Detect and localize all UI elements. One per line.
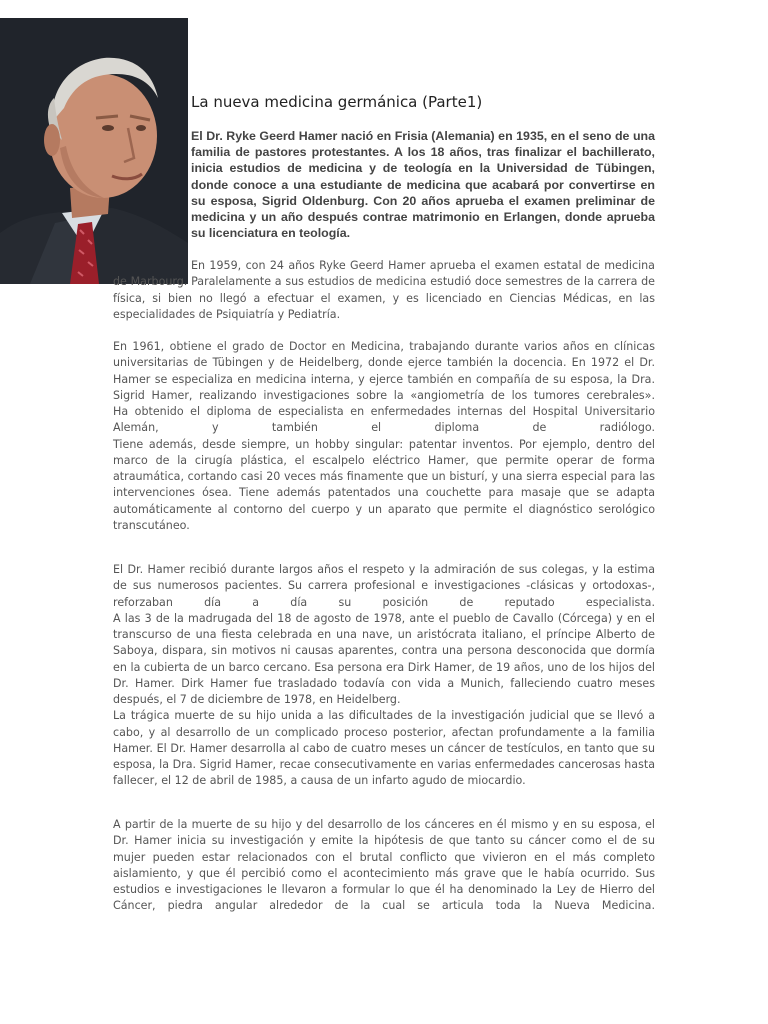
paragraph-1-text: En 1959, con 24 años Ryke Geerd Hamer aprueba el examen estatal de medicina de Marbourg. Paralelamente a sus estudios de medicina estudió doce semestres de la carrera de física, si bien no llegó a efectuar el examen, y es licenciado en Ciencias Médicas, en las especialidades de Psiquiatría y Pediatría. bbox=[113, 259, 655, 321]
portrait-photo bbox=[0, 18, 188, 284]
paragraph-3 bbox=[113, 562, 655, 790]
paragraph-2-part-b: Ha obtenido el diploma de especialista en enfermedades internas del Hospital Universitario Alemán, y también el diploma de radiólogo. bbox=[113, 405, 655, 435]
paragraph-2-part-a: En 1961, obtiene el grado de Doctor en Medicina, trabajando durante varios años en clínicas universitarias de Tübingen y de Heidelberg, donde ejerce también la docencia. En 1972 el Dr. Hamer se especializa en medicina interna, y ejerce también en compañía de su esposa, la Dra. Sigrid Hamer, realizando investigaciones sobre la «angiometría de los tumores cerebrales». bbox=[113, 340, 655, 402]
paragraph-1 bbox=[113, 258, 655, 323]
paragraph-2-part-c: Tiene además, desde siempre, un hobby singular: patentar inventos. Por ejemplo, dentro del marco de la cirugía plástica, el escalpelo eléctrico Hamer, que permite operar de forma atraumática, cortando casi 20 veces más finamente que un bisturí, y una sierra especial para las intervenciones ósea. Tiene además patentados una couchette para masaje que se adapta automáticamente al contorno del cuerpo y un aparato que permite el diagnóstico serológico transcutáneo. bbox=[113, 437, 655, 532]
portrait-illustration bbox=[0, 18, 188, 284]
paragraph-3-part-b: A las 3 de la madrugada del 18 de agosto de 1978, ante el pueblo de Cavallo (Córcega) y en el transcurso de una fiesta celebrada en una nave, un aristócrata italiano, el príncipe Alberto de Saboya, dispara, sin motivos ni causas aparentes, contra una persona desconocida que dormía en la cubierta de un barco cercano. Esa persona era Dirk Hamer, de 19 años, uno de los hijos del Dr. Hamer. Dirk Hamer fue trasladado todavía con vida a Munich, falleciendo cuatro meses después, el 7 de diciembre de 1978, en Heidelberg. bbox=[113, 611, 655, 706]
document-title: La nueva medicina germánica (Parte1) bbox=[191, 93, 483, 111]
paragraph-3-part-a: El Dr. Hamer recibió durante largos años el respeto y la admiración de sus colegas, y la estima de sus numerosos pacientes. Su carrera profesional e investigaciones -clásicas y ortodoxas-, reforzaban día a día su posición de reputado especialista. bbox=[113, 563, 655, 609]
paragraph-3-part-c: La trágica muerte de su hijo unida a las dificultades de la investigación judicial que se llevó a cabo, y al desarrollo de un complicado proceso posterior, afectan profundamente a la familia Hamer. El Dr. Hamer desarrolla al cabo de cuatro meses un cáncer de testículos, en tanto que su esposa, la Dra. Sigrid Hamer, recae consecutivamente en varias enfermedades cancerosas hasta fallecer, el 12 de abril de 1985, a causa de un infarto agudo de miocardio. bbox=[113, 709, 655, 788]
intro-paragraph: El Dr. Ryke Geerd Hamer nació en Frisia (Alemania) en 1935, en el seno de una familia de pastores protestantes. A los 18 años, tras finalizar el bachillerato, inicia estudios de medicina y de teología en la Universidad de Tübingen, donde conoce a una estudiante de medicina que acabará por convertirse en su esposa, Sigrid Oldenburg. Con 20 años aprueba el examen preliminar de medicina y un año después contrae matrimonio en Erlangen, donde aprueba su licenciatura en teología. bbox=[191, 129, 655, 241]
paragraph-2 bbox=[113, 339, 655, 534]
paragraph-4: A partir de la muerte de su hijo y del desarrollo de los cánceres en él mismo y en su esposa, el Dr. Hamer inicia su investigación y emite la hipótesis de que tanto su cáncer como el de su mujer pueden estar relacionados con el brutal conflicto que vivieron en el más completo aislamiento, y que él percibió como el acontecimiento más grave que le había ocurrido. Sus estudios e investigaciones le llevaron a formular lo que él ha denominado la Ley de Hierro del Cáncer, piedra angular alrededor de la cual se articula toda la Nueva Medicina. bbox=[113, 818, 655, 913]
